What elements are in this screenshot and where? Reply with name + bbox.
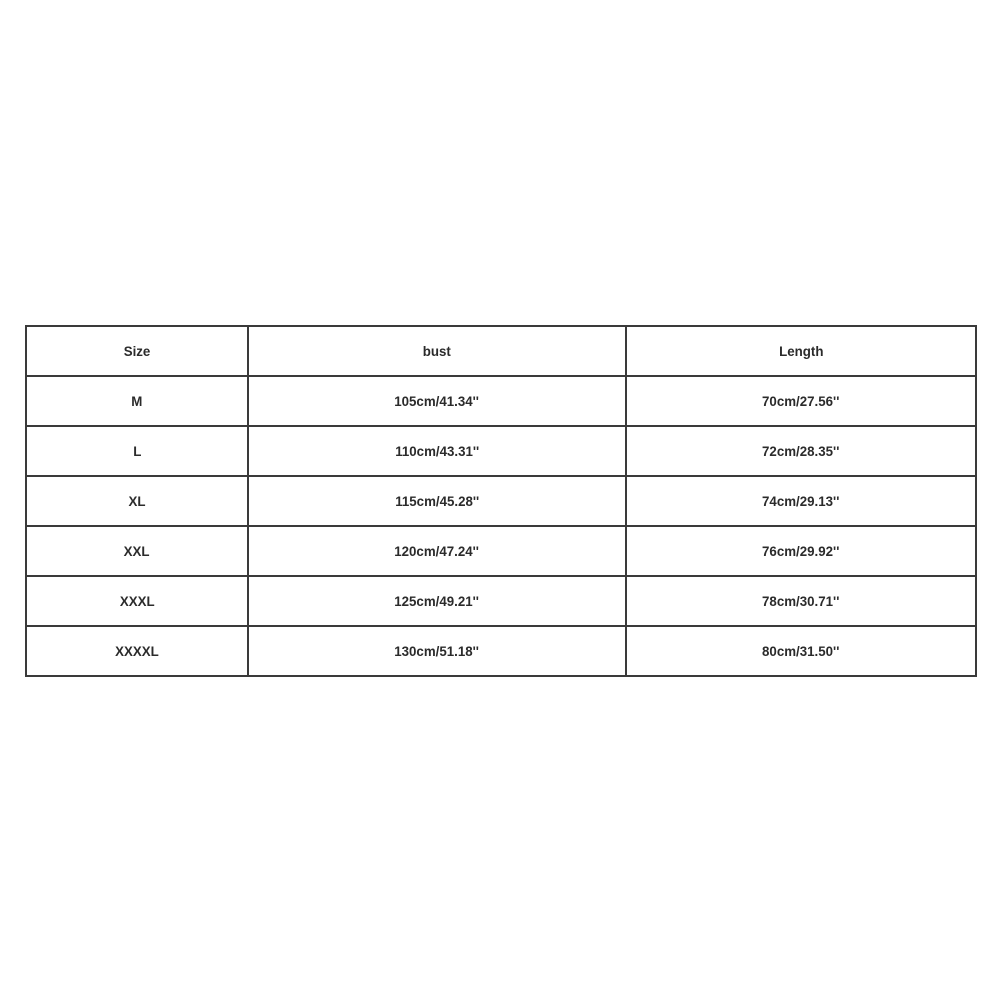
- cell-length: 76cm/29.92'': [626, 526, 976, 576]
- cell-length: 70cm/27.56'': [626, 376, 976, 426]
- cell-bust: 105cm/41.34'': [248, 376, 626, 426]
- cell-bust: 125cm/49.21'': [248, 576, 626, 626]
- cell-size: M: [26, 376, 248, 426]
- table-row: [26, 426, 976, 476]
- header-length: Length: [626, 326, 976, 376]
- table-row: [26, 576, 976, 626]
- table-row: [26, 526, 976, 576]
- table-row: [26, 626, 976, 676]
- cell-length: 78cm/30.71'': [626, 576, 976, 626]
- size-chart-body: [26, 376, 976, 676]
- header-bust: bust: [248, 326, 626, 376]
- size-chart-table: [25, 325, 977, 677]
- cell-length: 80cm/31.50'': [626, 626, 976, 676]
- table-row: [26, 376, 976, 426]
- header-size: Size: [26, 326, 248, 376]
- cell-size: XL: [26, 476, 248, 526]
- cell-size: XXXL: [26, 576, 248, 626]
- cell-length: 74cm/29.13'': [626, 476, 976, 526]
- cell-size: XXL: [26, 526, 248, 576]
- size-chart-header: [26, 326, 976, 376]
- table-row: [26, 476, 976, 526]
- cell-bust: 115cm/45.28'': [248, 476, 626, 526]
- cell-bust: 110cm/43.31'': [248, 426, 626, 476]
- cell-size: L: [26, 426, 248, 476]
- cell-bust: 120cm/47.24'': [248, 526, 626, 576]
- cell-length: 72cm/28.35'': [626, 426, 976, 476]
- cell-bust: 130cm/51.18'': [248, 626, 626, 676]
- header-row: [26, 326, 976, 376]
- cell-size: XXXXL: [26, 626, 248, 676]
